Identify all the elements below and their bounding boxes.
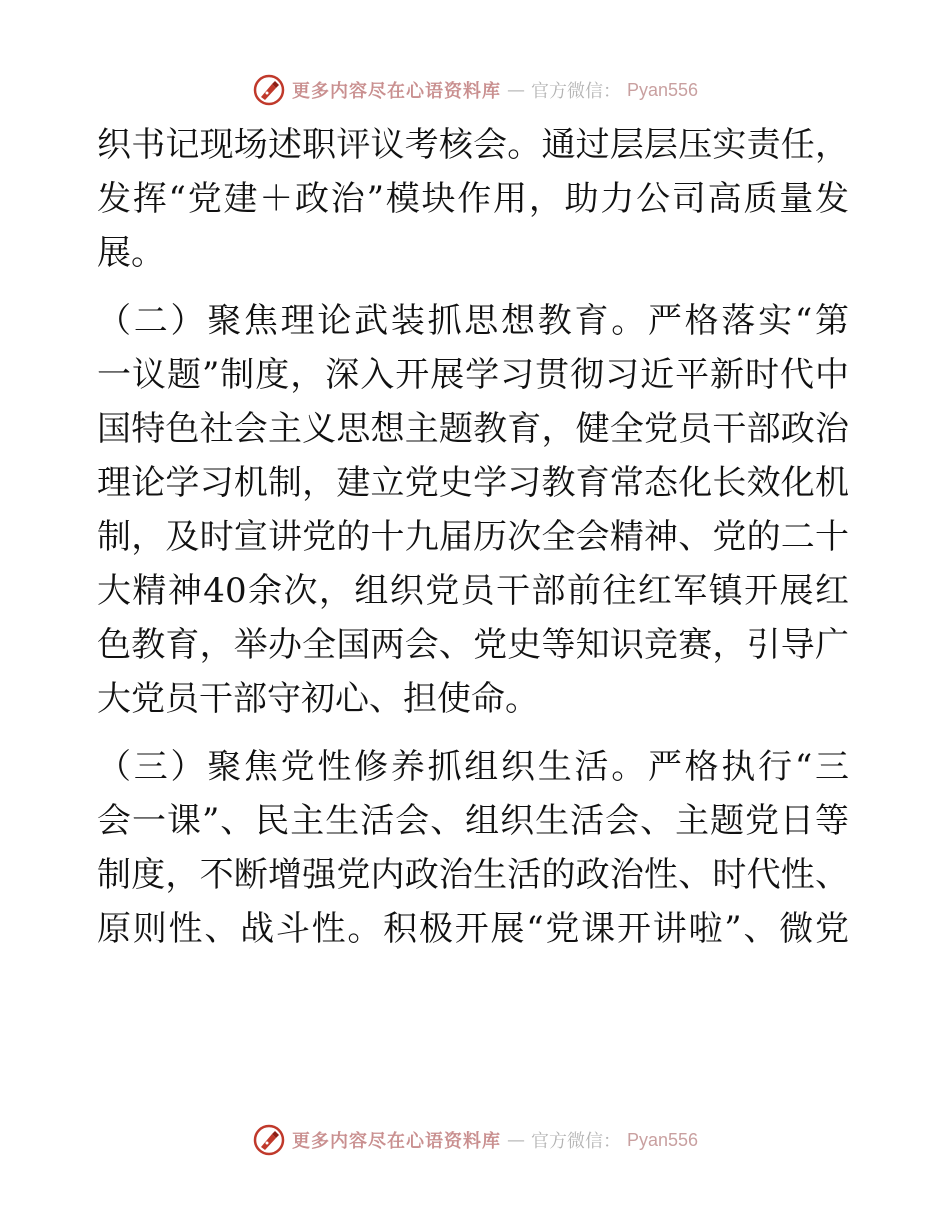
text-line: 发挥“党建＋政治”模块作用，助力公司高质量发 — [97, 179, 849, 219]
text-line: 理论学习机制，建立党史学习教育常态化长效化机 — [97, 463, 849, 503]
text-line: 原则性、战斗性。积极开展“党课开讲啦”、微党 — [97, 909, 849, 949]
text-line: 大党员干部守初心、担使命。 — [97, 679, 539, 719]
watermark-separator: — — [506, 79, 525, 101]
text-line: 制，及时宣讲党的十九届历次全会精神、党的二十 — [97, 517, 849, 557]
text-line: 织书记现场述职评议考核会。通过层层压实责任， — [97, 125, 849, 165]
document-body — [97, 118, 849, 956]
paragraph — [97, 294, 849, 726]
watermark-separator: — — [506, 1129, 525, 1151]
footer-watermark — [0, 1120, 950, 1160]
watermark-id: Pyan556 — [626, 1129, 699, 1150]
watermark-label: 官方微信： — [530, 1131, 621, 1152]
header-watermark — [0, 70, 950, 110]
watermark-text: 更多内容尽在心语资料库 — [291, 81, 501, 102]
text-line: （二）聚焦理论武装抓思想教育。严格落实“第 — [97, 301, 849, 341]
text-line: 色教育，举办全国两会、党史等知识竞赛，引导广 — [97, 625, 849, 665]
paragraph — [97, 118, 849, 280]
pen-nib-logo-icon — [252, 73, 286, 107]
text-line: 制度，不断增强党内政治生活的政治性、时代性、 — [97, 855, 849, 895]
pen-nib-logo-icon — [252, 1123, 286, 1157]
text-line: （三）聚焦党性修养抓组织生活。严格执行“三 — [97, 747, 849, 787]
watermark-label: 官方微信： — [530, 81, 621, 102]
text-line: 会一课”、民主生活会、组织生活会、主题党日等 — [97, 801, 849, 841]
watermark-id: Pyan556 — [626, 79, 699, 100]
text-line: 国特色社会主义思想主题教育，健全党员干部政治 — [97, 409, 849, 449]
text-line: 大精神40余次，组织党员干部前往红军镇开展红 — [97, 571, 849, 611]
text-line: 一议题”制度，深入开展学习贯彻习近平新时代中 — [97, 355, 849, 395]
text-line: 展。 — [97, 233, 165, 273]
watermark-text: 更多内容尽在心语资料库 — [291, 1131, 501, 1152]
paragraph — [97, 740, 849, 956]
